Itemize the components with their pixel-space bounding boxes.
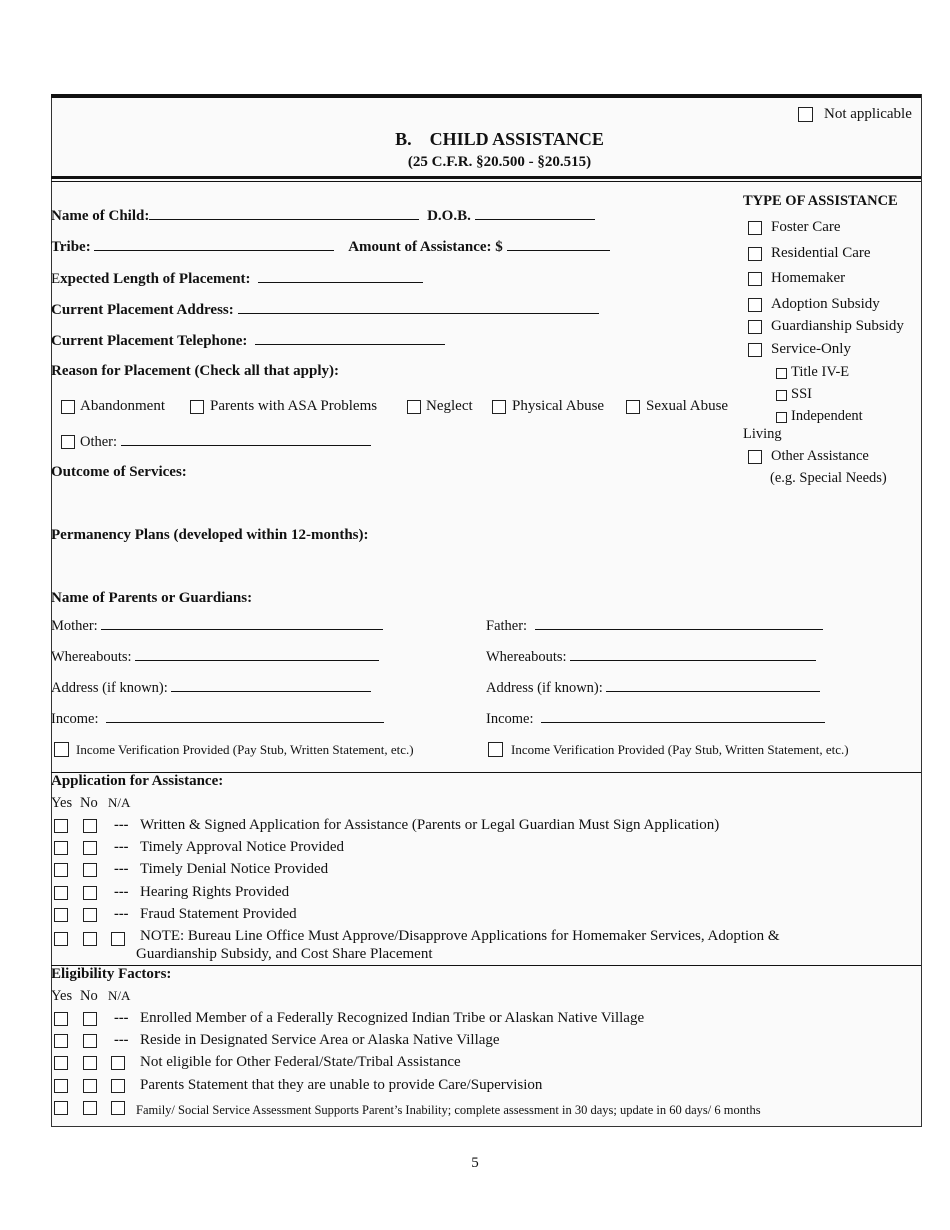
application-yes-checkbox[interactable] [54,932,68,946]
mother-line[interactable] [101,617,383,630]
father-field[interactable] [486,617,823,635]
not-applicable-label: Not applicable [824,106,912,122]
application-col-no: No [80,795,98,811]
top-rule [51,94,921,98]
section-title: B. CHILD ASSISTANCE [395,129,604,149]
application-col-na: N/A [108,795,131,810]
expected-length-initial: E [51,271,61,287]
application-item: Hearing Rights Provided [140,884,290,900]
eligibility-no-checkbox[interactable] [83,1056,97,1070]
mother-address-label: Address (if known): [51,680,168,696]
header-rule-thick [51,176,921,179]
reason-label-asa: Parents with ASA Problems [210,398,378,414]
amount-label: Amount of Assistance: $ [348,239,503,255]
expected-length-field[interactable] [51,270,423,288]
father-line[interactable] [535,617,823,630]
reason-other-label: Other: [80,434,118,450]
eligibility-item: Not eligible for Other Federal/State/Tribal Assistance [140,1054,461,1070]
current-telephone-label: Current Placement Telephone: [51,333,248,349]
amount-line[interactable] [507,238,610,251]
application-na-checkbox[interactable] [111,932,125,946]
permanency-heading: Permanency Plans (developed within 12-months): [51,527,369,543]
eligibility-no-checkbox[interactable] [83,1079,97,1093]
eligibility-item: Parents Statement that they are unable to provide Care/Supervision [140,1077,543,1093]
current-address-field[interactable] [51,301,599,319]
outcome-heading: Outcome of Services: [51,464,187,480]
page-number: 5 [471,1155,479,1171]
type-label-independent: Independent [791,408,863,424]
application-item: Written & Signed Application for Assistance (Parents or Legal Guardian Must Sign Application) [140,817,720,833]
eligibility-yes-checkbox[interactable] [54,1034,68,1048]
type-label-residential-care: Residential Care [771,245,871,261]
expected-length-line[interactable] [258,270,423,283]
father-address-line[interactable] [606,679,820,692]
type-checkbox-title-ive[interactable] [776,368,787,379]
mother-income-field[interactable] [51,710,384,728]
current-address-line[interactable] [238,301,599,314]
mother-income-verification-checkbox[interactable] [54,742,69,757]
type-label-guardianship-subsidy: Guardianship Subsidy [771,318,904,334]
eligibility-col-yes: Yes [51,988,73,1004]
application-yes-checkbox[interactable] [54,908,68,922]
application-no-checkbox[interactable] [83,819,97,833]
application-yes-checkbox[interactable] [54,819,68,833]
eligibility-item: Family/ Social Service Assessment Supports Parent’s Inability; complete assessment in 30 days; update in 60 days/ 6 months [136,1103,761,1117]
type-label-homemaker: Homemaker [771,270,846,286]
eligibility-dash: --- [114,1032,129,1048]
father-whereabouts-label: Whereabouts: [486,649,567,665]
type-checkbox-homemaker[interactable] [748,272,762,286]
eligibility-na-checkbox[interactable] [111,1056,125,1070]
type-checkbox-guardianship-subsidy[interactable] [748,320,762,334]
application-dash: --- [114,884,129,900]
type-label-adoption-subsidy: Adoption Subsidy [771,296,880,312]
name-of-child-field[interactable] [51,207,595,225]
eligibility-yes-checkbox[interactable] [54,1079,68,1093]
dob-label: D.O.B. [427,208,471,224]
header-rule-thin [51,181,921,182]
application-dash: --- [114,817,129,833]
father-income-line[interactable] [541,710,825,723]
eligibility-item: Enrolled Member of a Federally Recognized Indian Tribe or Alaskan Native Village [140,1010,645,1026]
application-no-checkbox[interactable] [83,863,97,877]
eligibility-yes-checkbox[interactable] [54,1056,68,1070]
type-of-assistance-heading: TYPE OF ASSISTANCE [743,193,898,209]
reason-label-neglect: Neglect [426,398,473,414]
type-checkbox-service-only[interactable] [748,343,762,357]
eligibility-no-checkbox[interactable] [83,1101,97,1115]
mother-income-line[interactable] [106,710,384,723]
application-heading: Application for Assistance: [51,773,224,789]
type-checkbox-other-assistance[interactable] [748,450,762,464]
application-dash: --- [114,861,129,877]
application-yes-checkbox[interactable] [54,841,68,855]
eligibility-no-checkbox[interactable] [83,1012,97,1026]
application-yes-checkbox[interactable] [54,863,68,877]
reason-checkbox-sexual-abuse[interactable] [626,400,640,414]
eligibility-no-checkbox[interactable] [83,1034,97,1048]
tribe-field[interactable] [51,238,610,256]
eligibility-item: Reside in Designated Service Area or Alaska Native Village [140,1032,500,1048]
type-checkbox-adoption-subsidy[interactable] [748,298,762,312]
application-item: Timely Approval Notice Provided [140,839,345,855]
application-no-checkbox[interactable] [83,908,97,922]
mother-whereabouts-label: Whereabouts: [51,649,132,665]
current-telephone-line[interactable] [255,332,445,345]
application-no-checkbox[interactable] [83,841,97,855]
mother-address-field[interactable] [51,679,371,697]
father-address-field[interactable] [486,679,820,697]
eligibility-col-no: No [80,988,98,1004]
application-yes-checkbox[interactable] [54,886,68,900]
tribe-line[interactable] [94,238,334,251]
section-divider-eligibility [51,965,921,966]
father-income-field[interactable] [486,710,825,728]
current-telephone-field[interactable] [51,332,445,350]
father-label: Father: [486,618,528,634]
reason-checkbox-neglect[interactable] [407,400,421,414]
current-address-label: Current Placement Address: [51,302,234,318]
application-col-yes: Yes [51,795,73,811]
father-income-verification-label: Income Verification Provided (Pay Stub, Written Statement, etc.) [511,742,849,757]
mother-whereabouts-field[interactable] [51,648,379,666]
application-note-line-2: Guardianship Subsidy, and Cost Share Placement [136,946,433,962]
father-whereabouts-field[interactable] [486,648,816,666]
reason-label-abandonment: Abandonment [80,398,165,414]
reason-label-sexual-abuse: Sexual Abuse [646,398,729,414]
application-note-line-1: NOTE: Bureau Line Office Must Approve/Disapprove Applications for Homemaker Services, Adoption & [140,928,780,944]
type-label-special-needs: (e.g. Special Needs) [770,470,887,486]
eligibility-dash: --- [114,1010,129,1026]
parents-heading: Name of Parents or Guardians: [51,590,253,606]
eligibility-heading: Eligibility Factors: [51,966,172,982]
type-checkbox-foster-care[interactable] [748,221,762,235]
application-dash: --- [114,839,129,855]
mother-income-verification-label: Income Verification Provided (Pay Stub, Written Statement, etc.) [76,742,414,757]
reason-other-line[interactable] [121,433,371,446]
type-label-foster-care: Foster Care [771,219,841,235]
eligibility-na-checkbox[interactable] [111,1101,125,1115]
eligibility-na-checkbox[interactable] [111,1079,125,1093]
tribe-label: Tribe: [51,239,91,255]
eligibility-yes-checkbox[interactable] [54,1012,68,1026]
dob-line[interactable] [475,207,595,220]
application-no-checkbox[interactable] [83,886,97,900]
mother-whereabouts-line[interactable] [135,648,379,661]
type-label-title-ive: Title IV-E [791,364,850,380]
application-dash: --- [114,906,129,922]
reason-label-physical-abuse: Physical Abuse [512,398,605,414]
not-applicable-checkbox[interactable] [798,107,813,122]
mother-address-line[interactable] [171,679,371,692]
section-citation: (25 C.F.R. §20.500 - §20.515) [407,154,592,170]
eligibility-col-na: N/A [108,988,131,1003]
reason-other-field[interactable] [80,433,371,451]
mother-label: Mother: [51,618,98,634]
father-address-label: Address (if known): [486,680,603,696]
type-checkbox-independent[interactable] [776,412,787,423]
type-checkbox-ssi[interactable] [776,390,787,401]
reason-heading: Reason for Placement (Check all that apply): [51,363,340,379]
type-label-service-only: Service-Only [771,341,851,357]
father-income-verification-checkbox[interactable] [488,742,503,757]
name-of-child-line[interactable] [149,207,419,220]
application-item: Timely Denial Notice Provided [140,861,329,877]
eligibility-yes-checkbox[interactable] [54,1101,68,1115]
application-no-checkbox[interactable] [83,932,97,946]
type-label-ssi: SSI [791,386,812,402]
father-income-label: Income: [486,711,534,727]
father-whereabouts-line[interactable] [570,648,816,661]
type-label-living: Living [743,426,782,442]
application-item: Fraud Statement Provided [140,906,297,922]
expected-length-label: xpected Length of Placement: [60,271,251,287]
reason-checkbox-asa[interactable] [190,400,204,414]
reason-checkbox-abandonment[interactable] [61,400,75,414]
type-checkbox-residential-care[interactable] [748,247,762,261]
mother-field[interactable] [51,617,383,635]
type-label-other-assistance: Other Assistance [771,448,869,464]
mother-income-label: Income: [51,711,99,727]
name-of-child-label: Name of Child: [51,208,150,224]
reason-checkbox-other[interactable] [61,435,75,449]
reason-checkbox-physical-abuse[interactable] [492,400,506,414]
